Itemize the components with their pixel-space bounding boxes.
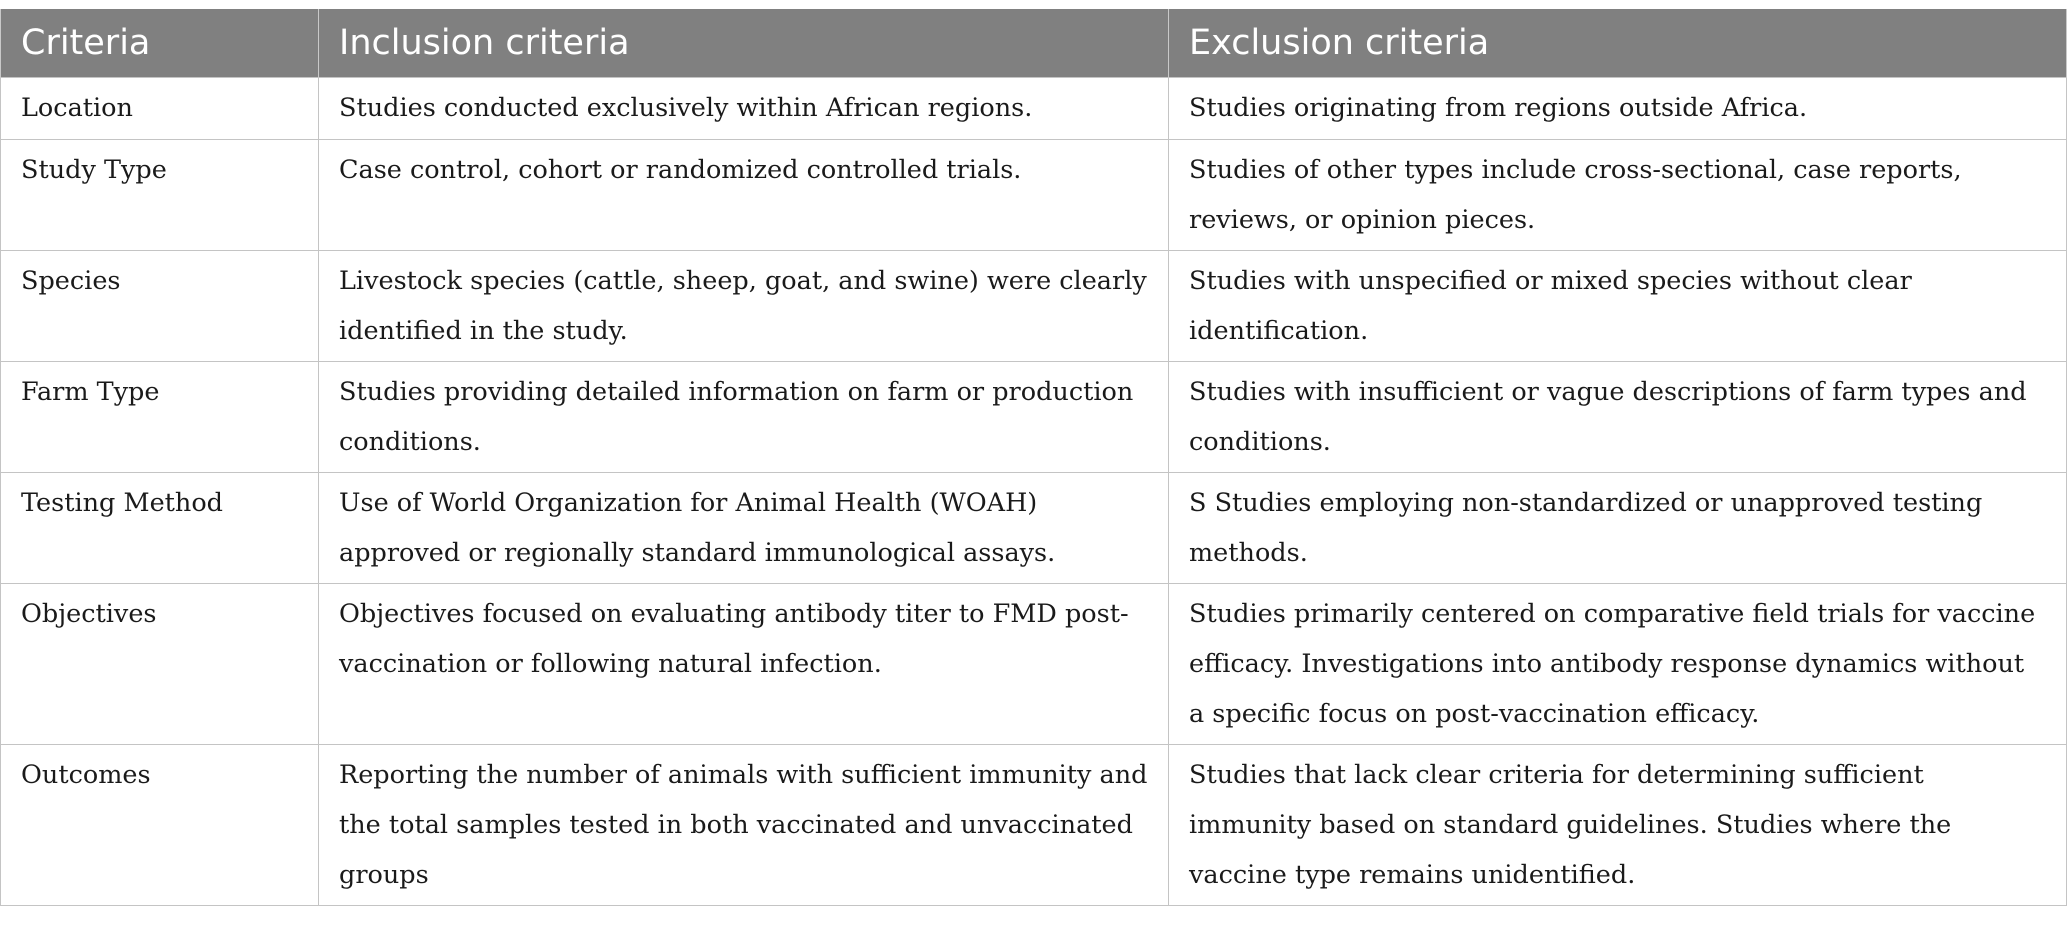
header-exclusion-criteria: Exclusion criteria xyxy=(1169,9,2067,78)
criteria-table xyxy=(0,9,2067,906)
criteria-cell: Location xyxy=(1,78,319,140)
criteria-cell: Outcomes xyxy=(1,745,319,906)
table-row xyxy=(1,745,2067,906)
table-row xyxy=(1,473,2067,584)
table-row xyxy=(1,251,2067,362)
exclusion-cell: Studies with insufficient or vague descriptions of farm types and conditions. xyxy=(1169,362,2067,473)
criteria-cell: Farm Type xyxy=(1,362,319,473)
exclusion-cell: S Studies employing non-standardized or unapproved testing methods. xyxy=(1169,473,2067,584)
inclusion-cell: Studies conducted exclusively within African regions. xyxy=(319,78,1169,140)
table-header xyxy=(1,9,2067,78)
header-inclusion-criteria: Inclusion criteria xyxy=(319,9,1169,78)
header-criteria: Criteria xyxy=(1,9,319,78)
inclusion-cell: Objectives focused on evaluating antibody titer to FMD post-vaccination or following natural infection. xyxy=(319,584,1169,745)
criteria-cell: Study Type xyxy=(1,140,319,251)
criteria-cell: Testing Method xyxy=(1,473,319,584)
table-row xyxy=(1,140,2067,251)
criteria-cell: Species xyxy=(1,251,319,362)
table-row xyxy=(1,362,2067,473)
criteria-cell: Objectives xyxy=(1,584,319,745)
inclusion-cell: Use of World Organization for Animal Health (WOAH) approved or regionally standard immunological assays. xyxy=(319,473,1169,584)
exclusion-cell: Studies of other types include cross-sectional, case reports, reviews, or opinion pieces. xyxy=(1169,140,2067,251)
exclusion-cell: Studies originating from regions outside Africa. xyxy=(1169,78,2067,140)
header-row xyxy=(1,9,2067,78)
table-row xyxy=(1,78,2067,140)
table-row xyxy=(1,584,2067,745)
inclusion-cell: Case control, cohort or randomized controlled trials. xyxy=(319,140,1169,251)
criteria-table-container xyxy=(0,9,2066,906)
inclusion-cell: Livestock species (cattle, sheep, goat, and swine) were clearly identified in the study. xyxy=(319,251,1169,362)
exclusion-cell: Studies primarily centered on comparative field trials for vaccine efficacy. Investigations into antibody response dynamics without a specific focus on post-vaccination efficacy. xyxy=(1169,584,2067,745)
inclusion-cell: Reporting the number of animals with sufficient immunity and the total samples tested in both vaccinated and unvaccinated groups xyxy=(319,745,1169,906)
exclusion-cell: Studies with unspecified or mixed species without clear identification. xyxy=(1169,251,2067,362)
table-body xyxy=(1,78,2067,906)
inclusion-cell: Studies providing detailed information on farm or production conditions. xyxy=(319,362,1169,473)
exclusion-cell: Studies that lack clear criteria for determining sufficient immunity based on standard guidelines. Studies where the vaccine type remains unidentified. xyxy=(1169,745,2067,906)
